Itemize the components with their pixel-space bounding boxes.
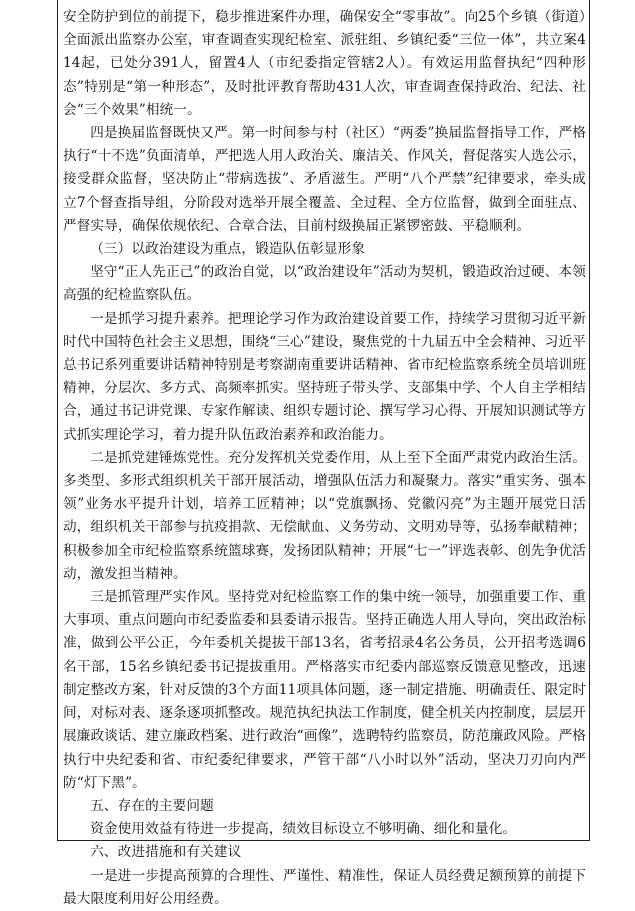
section-heading-political-building: （三）以政治建设为重点，锻造队伍彰显形象 <box>90 241 366 258</box>
paragraph-study: 一是抓学习提升素养。把理论学习作为政治建设首要工作，持续学习贯彻习近平新时代中国特色社会主义思想，围绕“三心”建设，聚焦党的十九届五中全会精神、习近平总书记系列重要讲话精神特别是考察湖南重要讲话精神、省市纪检监察系统全员培训班精神，分层次、多方式、高频率抓实。坚持班子带头学、支部集中学、个人自主学相结合，通过书记讲党课、专家作解读、组织专题讨论、撰写学习心得、开展知识测试等方式抓实理论学习，着力提升队伍政治素养和政治能力。 <box>63 310 586 443</box>
section-heading-suggestions: 六、改进措施和有关建议 <box>90 844 242 861</box>
paragraph-party-building: 二是抓党建锤炼党性。充分发挥机关党委作用，从上至下全面严肃党内政治生活。多类型、多形式组织机关干部开展活动，增强队伍活力和凝聚力。落实“重实务、强本领”业务水平提升计划，培养工匠精神；以“党旗飘扬、党徽闪亮”为主题开展党日活动，组织机关干部参与抗疫捐款、无偿献血、义务劳动、文明劝导等，弘扬奉献精神；积极参加全市纪检监察系统篮球赛，发扬团队精神；开展“七一”评选表彰、创先争优活动，激发担当精神。 <box>63 449 586 582</box>
paragraph-problems: 资金使用效益有待进一步提高，绩效目标设立不够明确、细化和量化。 <box>90 821 517 838</box>
paragraph-case-handling: 安全防护到位的前提下，稳步推进案件办理，确保安全“零事故”。向25个乡镇（街道）全面派出监察办公室，审查调查实现纪检室、派驻组、乡镇纪委“三位一体”，共立案414起，已处分391人，留置4人（市纪委指定管辖2人）。有效运用监督执纪“四种形态”特别是“第一种形态”，及时批评教育帮助431人次，审查调查保持政治、纪法、社会“三个效果”相统一。 <box>63 9 586 118</box>
paragraph-political-awareness: 坚守“正人先正己”的政治自觉，以“政治建设年”活动为契机，锻造政治过硬、本领高强的纪检监察队伍。 <box>63 264 586 304</box>
paragraph-suggestions: 一是进一步提高预算的合理性、严谨性、精准性，保证人员经费足额预算的前提下最大限度利用好公用经费。 <box>63 867 586 907</box>
paragraph-election-supervision: 四是换届监督既快又严。第一时间参与村（社区）“两委”换届监督指导工作，严格执行“十不选”负面清单，严把选人用人政治关、廉洁关、作风关，督促落实人选公示，接受群众监督，坚决防止“带病选拔”、矛盾滋生。严明“八个严禁”纪律要求，牵头成立7个督查指导组，分阶段对选举开展全覆盖、全过程、全方位监督，做到全面驻点、严督实导，确保依规依纪、合章合法，目前村级换届正紧锣密鼓、平稳顺利。 <box>63 125 586 234</box>
paragraph-management: 三是抓管理严实作风。坚持党对纪检监察工作的集中统一领导，加强重要工作、重大事项、重点问题向市纪委监委和县委请示报告。坚持正确选人用人导向，突出政治标准，做到公平公正，今年委机关提拔干部13名，省考招录4名公务员，公开招考选调6名干部，15名乡镇纪委书记提拔重用。严格落实市纪委内部巡察反馈意见整改，迅速制定整改方案，针对反馈的3个方面11项具体问题，逐一制定措施、明确责任、限定时间，对标对表、逐条逐项抓整改。规范执纪执法工作制度，健全机关内控制度，层层开展廉政谈话、建立廉政档案、进行政治“画像”，选聘特约监察员，防范廉政风险。严格执行中央纪委和省、市纪委纪律要求，严管干部“八小时以外”活动，坚决刀刃向内严防“灯下黑”。 <box>63 589 586 791</box>
section-heading-problems: 五、存在的主要问题 <box>90 797 214 814</box>
document-table-cell <box>57 0 590 907</box>
